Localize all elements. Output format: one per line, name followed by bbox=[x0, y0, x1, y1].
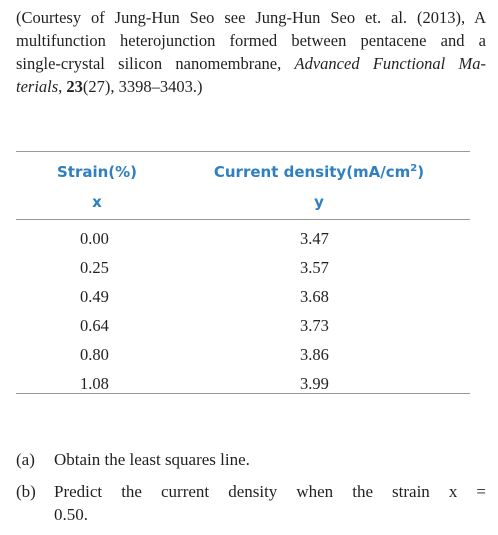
col2-variable: y bbox=[314, 193, 324, 211]
strain-cell: 1.08 bbox=[80, 374, 109, 393]
question-b-label: (b) bbox=[16, 482, 36, 501]
table-row bbox=[16, 229, 470, 258]
strain-cell: 0.25 bbox=[80, 258, 109, 277]
citation-line-3 bbox=[16, 52, 486, 75]
current-density-cell: 3.68 bbox=[300, 287, 329, 306]
current-density-cell: 3.57 bbox=[300, 258, 329, 277]
col2-header-close: ) bbox=[417, 163, 425, 181]
current-density-cell: 3.47 bbox=[300, 229, 329, 248]
table-body bbox=[16, 229, 470, 403]
question-b-text-line-1: Predict the current density when the strain x = bbox=[54, 482, 486, 501]
citation-line-4 bbox=[16, 75, 486, 98]
table-row bbox=[16, 258, 470, 287]
journal-volume: 23 bbox=[66, 77, 83, 96]
table-bottom-rule bbox=[16, 393, 470, 394]
table-top-rule bbox=[16, 151, 470, 152]
citation-line-1: (Courtesy of Jung-Hun Seo see Jung-Hun Seo et. al. (2013), A bbox=[16, 8, 486, 27]
question-a-text: Obtain the least squares line. bbox=[54, 450, 250, 469]
col2-header bbox=[194, 163, 444, 181]
journal-name-part-1: Advanced Functional Ma- bbox=[294, 54, 486, 73]
citation-pages: (27), 3398–3403.) bbox=[82, 77, 203, 96]
table-row bbox=[16, 345, 470, 374]
exercise-questions bbox=[16, 448, 486, 535]
col1-variable: x bbox=[92, 193, 102, 211]
question-b-text-line-2: 0.50. bbox=[54, 505, 88, 524]
current-density-cell: 3.73 bbox=[300, 316, 329, 335]
table-row bbox=[16, 374, 470, 403]
table-header-rule bbox=[16, 219, 470, 220]
current-density-cell: 3.99 bbox=[300, 374, 329, 393]
citation bbox=[16, 6, 486, 98]
question-a bbox=[16, 448, 486, 471]
table-row bbox=[16, 316, 470, 345]
citation-line-2: multifunction heterojunction formed between pentacene and a bbox=[16, 31, 486, 50]
table-row bbox=[16, 287, 470, 316]
question-a-label: (a) bbox=[16, 450, 35, 469]
col1-header: Strain(%) bbox=[56, 163, 138, 181]
strain-cell: 0.64 bbox=[80, 316, 109, 335]
col2-header-text: Current density(mA/cm bbox=[213, 163, 411, 181]
question-b bbox=[16, 480, 486, 526]
citation-separator: , bbox=[58, 77, 67, 96]
col2-header-exponent: 2 bbox=[410, 163, 418, 174]
strain-cell: 0.80 bbox=[80, 345, 109, 364]
citation-line-3-text: single-crystal silicon nanomembrane, bbox=[16, 54, 295, 73]
current-density-cell: 3.86 bbox=[300, 345, 329, 364]
strain-cell: 0.49 bbox=[80, 287, 109, 306]
strain-cell: 0.00 bbox=[80, 229, 109, 248]
journal-name-part-2: terials bbox=[16, 77, 59, 96]
